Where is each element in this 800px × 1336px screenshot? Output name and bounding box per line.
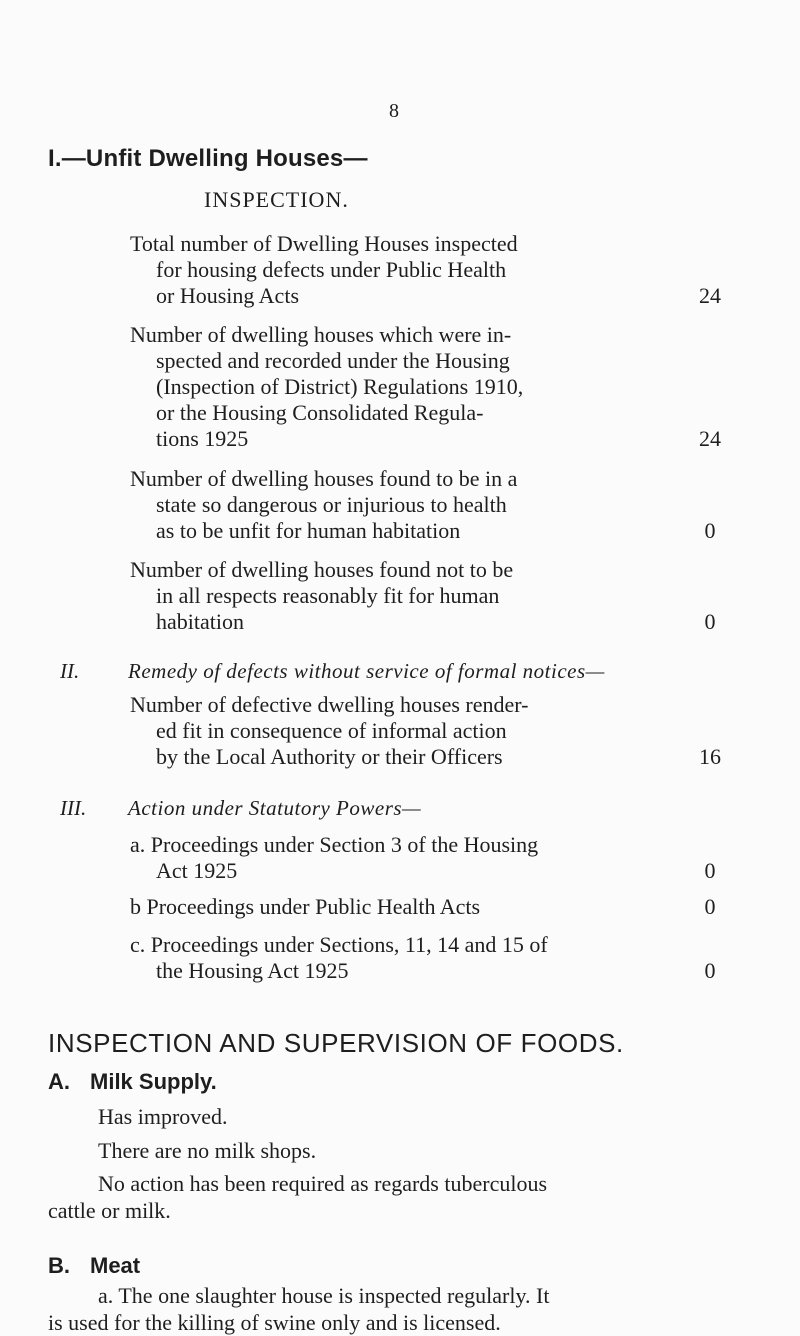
item-line: or the Housing Consolidated Regula- — [156, 400, 484, 425]
paragraph-line: is used for the killing of swine only and is licensed. — [48, 1310, 501, 1335]
milk-line-improved: Has improved. — [98, 1104, 228, 1129]
item-proceedings-public-health — [130, 894, 660, 920]
item-line: tions 1925 — [156, 426, 249, 451]
item-line: or Housing Acts — [156, 283, 299, 308]
item-line: (Inspection of District) Regulations 1910, — [156, 374, 524, 399]
item-houses-not-fit — [130, 557, 660, 635]
foods-heading: INSPECTION AND SUPERVISION OF FOODS. — [48, 1028, 624, 1058]
item-line: Act 1925 — [156, 858, 238, 883]
value-houses-recorded: 24 — [699, 426, 721, 451]
item-line: spected and recorded under the Housing — [156, 348, 510, 373]
item-line: Total number of Dwelling Houses inspected — [130, 231, 518, 256]
section-2-title: Remedy of defects without service of formal notices— — [128, 659, 605, 683]
item-houses-recorded — [130, 322, 660, 452]
item-line: b Proceedings under Public Health Acts — [130, 894, 481, 919]
item-line: in all respects reasonably fit for human — [156, 583, 500, 608]
meat-paragraph — [48, 1282, 768, 1336]
section-2-numeral: II. — [60, 659, 80, 683]
item-line: habitation — [156, 609, 244, 634]
milk-paragraph — [48, 1170, 748, 1224]
value-proceedings-housing: 0 — [704, 858, 716, 883]
item-line: by the Local Authority or their Officers — [156, 744, 503, 769]
item-proceedings-sections — [130, 932, 660, 984]
value-proceedings-sections: 0 — [704, 958, 716, 983]
paragraph-line: cattle or milk. — [48, 1198, 171, 1223]
item-proceedings-housing — [130, 832, 660, 884]
milk-label: Milk Supply. — [90, 1069, 217, 1094]
meat-label: Meat — [90, 1253, 141, 1278]
milk-line-no-shops: There are no milk shops. — [98, 1138, 317, 1163]
value-houses-unfit: 0 — [704, 518, 716, 543]
item-defective-rendered-fit — [130, 692, 660, 770]
item-line: ed fit in consequence of informal action — [156, 718, 507, 743]
item-line: c. Proceedings under Sections, 11, 14 and 15 of — [130, 932, 548, 957]
item-houses-unfit — [130, 466, 660, 544]
page-number: 8 — [389, 100, 399, 122]
item-line: Number of defective dwelling houses render- — [130, 692, 529, 717]
item-line: as to be unfit for human habitation — [156, 518, 461, 543]
value-defective-rendered-fit: 16 — [699, 744, 721, 769]
value-houses-not-fit: 0 — [704, 609, 716, 634]
milk-letter: A. — [48, 1069, 70, 1094]
milk-supply-heading — [48, 1069, 217, 1095]
value-houses-inspected: 24 — [699, 283, 721, 308]
paragraph-line: No action has been required as regards tuberculous — [98, 1171, 548, 1196]
item-line: a. Proceedings under Section 3 of the Housing — [130, 832, 539, 857]
item-houses-inspected — [130, 231, 660, 309]
paragraph-line: a. The one slaughter house is inspected regularly. It — [98, 1283, 550, 1308]
section-3-title: Action under Statutory Powers— — [128, 796, 422, 820]
section-1-heading: I.—Unfit Dwelling Houses— — [48, 145, 368, 172]
item-line: the Housing Act 1925 — [156, 958, 349, 983]
inspection-subheading: INSPECTION. — [204, 187, 349, 212]
item-line: Number of dwelling houses found not to be — [130, 557, 514, 582]
item-line: Number of dwelling houses found to be in a — [130, 466, 518, 491]
section-3-numeral: III. — [60, 796, 87, 820]
meat-heading — [48, 1253, 140, 1279]
value-proceedings-public-health: 0 — [704, 894, 716, 919]
meat-letter: B. — [48, 1253, 70, 1278]
item-line: state so dangerous or injurious to health — [156, 492, 507, 517]
item-line: for housing defects under Public Health — [156, 257, 507, 282]
item-line: Number of dwelling houses which were in- — [130, 322, 512, 347]
